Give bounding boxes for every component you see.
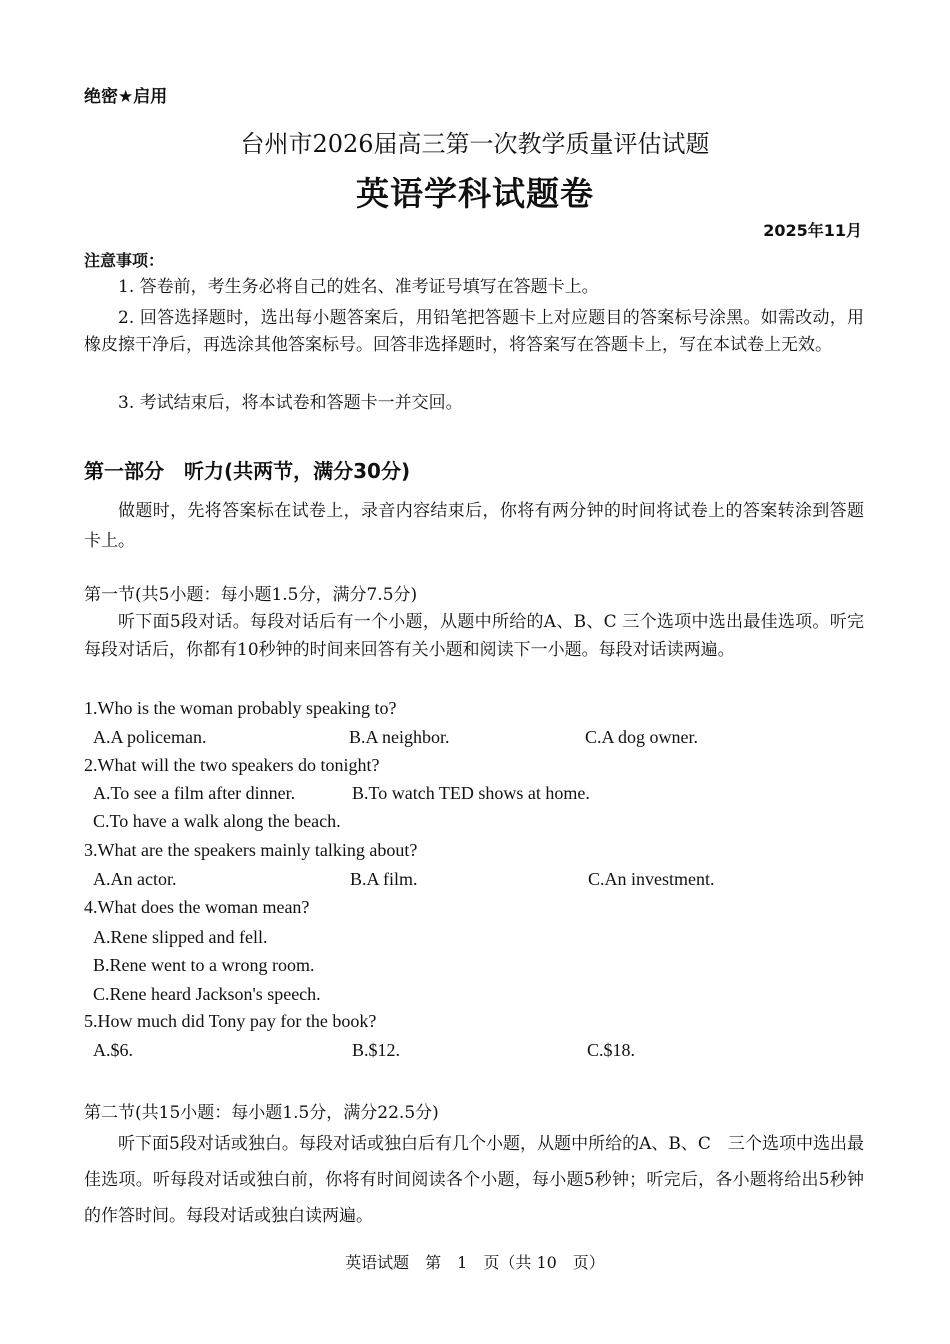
question-2-option-b: B.To watch TED shows at home.: [352, 783, 590, 803]
question-2-option-a: A.To see a film after dinner.: [93, 783, 296, 803]
notice-item-3: 3. 考试结束后，将本试卷和答题卡一并交回。: [118, 393, 463, 413]
question-5-stem: 5.How much did Tony pay for the book?: [84, 1011, 377, 1031]
section2-instructions: 听下面5段对话或独白。每段对话或独白后有几个小题，从题中所给的A、B、C 三个选项中选出最佳选项。听每段对话或独白前，你将有时间阅读各个小题，每小题5秒钟；听完后，各小题将给出5秒钟的作答时间。每段对话或独白读两遍。: [84, 1134, 864, 1226]
question-4-stem: 4.What does the woman mean?: [84, 897, 310, 917]
question-4-option-c: C.Rene heard Jackson's speech.: [93, 984, 321, 1004]
question-1-option-b: B.A neighbor.: [349, 727, 450, 747]
question-3-option-a: A.An actor.: [93, 869, 177, 889]
question-1-option-a: A.A policeman.: [93, 727, 207, 747]
part1-title: 第一部分 听力(共两节，满分30分): [84, 459, 411, 483]
question-5-option-a: A.$6.: [93, 1040, 133, 1060]
secret-label: 绝密★启用: [84, 87, 168, 107]
question-5-option-c: C.$18.: [587, 1040, 636, 1060]
question-2-option-c: C.To have a walk along the beach.: [93, 811, 341, 831]
question-5-option-b: B.$12.: [352, 1040, 401, 1060]
question-4-option-b: B.Rene went to a wrong room.: [93, 955, 315, 975]
notice-item-2: 2. 回答选择题时，选出每小题答案后，用铅笔把答题卡上对应题目的答案标号涂黑。如需改动，用橡皮擦干净后，再选涂其他答案标号。回答非选择题时，将答案写在答题卡上，写在本试卷上无效。: [84, 308, 864, 355]
question-3-option-b: B.A film.: [350, 869, 418, 889]
question-3-stem: 3.What are the speakers mainly talking about?: [84, 840, 418, 860]
question-1-stem: 1.Who is the woman probably speaking to?: [84, 698, 397, 718]
exam-date: 2025年11月: [763, 221, 862, 240]
section1-instructions: 听下面5段对话。每段对话后有一个小题，从题中所给的A、B、C 三个选项中选出最佳选项。听完每段对话后，你都有10秒钟的时间来回答有关小题和阅读下一小题。每段对话读两遍。: [84, 612, 864, 660]
section1-title: 第一节(共5小题：每小题1.5分，满分7.5分): [84, 585, 418, 605]
subject-title: 英语学科试题卷: [356, 174, 594, 213]
question-1-option-c: C.A dog owner.: [585, 727, 699, 747]
exam-title: 台州市2026届高三第一次教学质量评估试题: [240, 130, 710, 158]
section2-title: 第二节(共15小题：每小题1.5分，满分22.5分): [84, 1103, 439, 1123]
page-footer: 英语试题 第 1 页（共 10 页）: [345, 1253, 605, 1272]
question-2-stem: 2.What will the two speakers do tonight?: [84, 755, 380, 775]
notice-item-1: 1. 答卷前，考生务必将自己的姓名、准考证号填写在答题卡上。: [118, 277, 599, 297]
question-4-option-a: A.Rene slipped and fell.: [93, 927, 268, 947]
notice-title: 注意事项：: [84, 251, 165, 270]
part1-intro: 做题时，先将答案标在试卷上，录音内容结束后，你将有两分钟的时间将试卷上的答案转涂到答题卡上。: [84, 501, 864, 551]
question-3-option-c: C.An investment.: [588, 869, 715, 889]
